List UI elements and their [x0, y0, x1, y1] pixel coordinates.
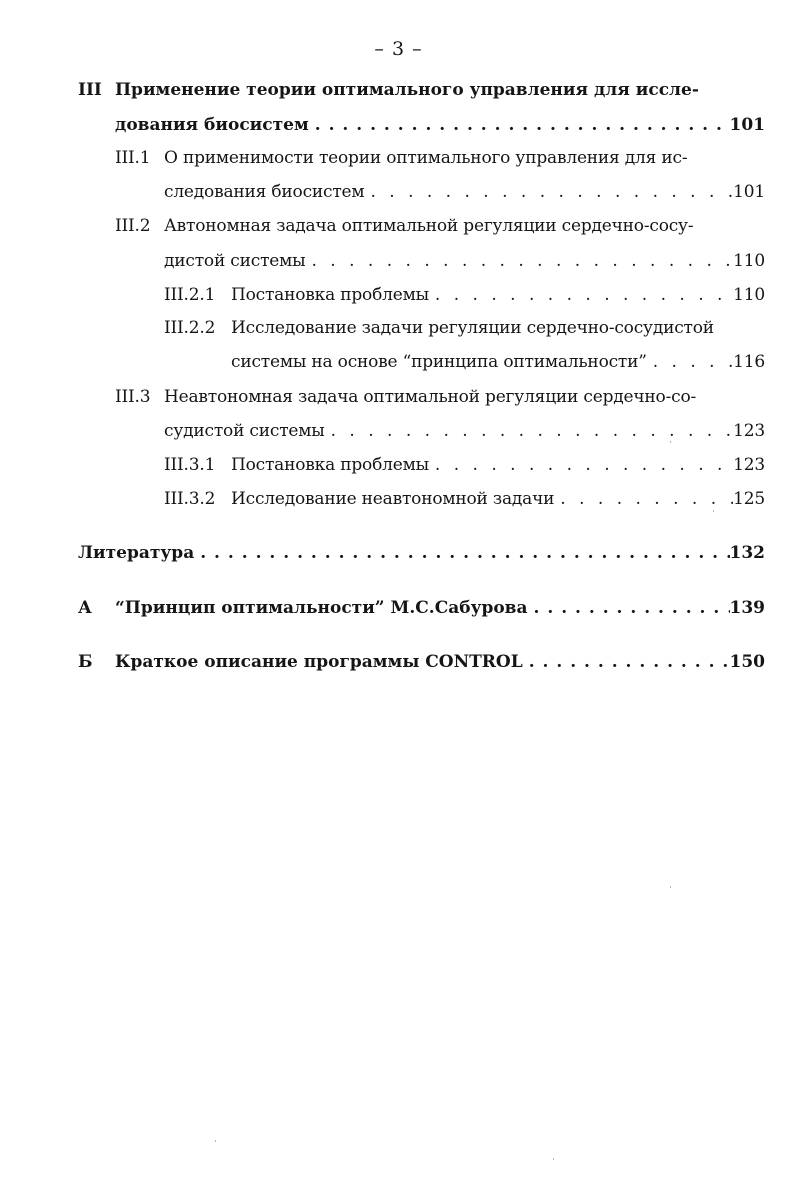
toc-subsection-number: III.2.2	[164, 318, 216, 338]
toc-page-number: 123	[733, 455, 765, 475]
toc-appendix-b[interactable]	[78, 649, 765, 675]
toc-subsection-title-line2: системы на основе “принципа оптимальности”	[231, 352, 647, 372]
toc-page-number: 101	[729, 115, 765, 135]
toc-section-number: III.3	[115, 387, 151, 407]
toc-subsection-number: III.3.2	[164, 489, 216, 509]
toc-subsection-III-2-1[interactable]	[164, 282, 765, 308]
leader-dots	[429, 282, 733, 308]
page-number: – 3 –	[374, 38, 423, 60]
toc-section-III-1-line1	[115, 145, 765, 171]
scan-speck	[670, 441, 671, 443]
toc-section-III-3-line2[interactable]	[164, 418, 765, 444]
toc-subsection-title: Постановка проблемы	[231, 285, 429, 305]
toc-page-number: 125	[733, 489, 765, 509]
scan-speck	[670, 886, 671, 888]
toc-section-title-line2: дистой системы	[164, 251, 306, 271]
toc-appendix-letter: Б	[78, 652, 93, 672]
toc-chapter-title-line1: Применение теории оптимального управления для иссле-	[115, 80, 699, 100]
toc-chapter-III-line2[interactable]	[115, 112, 765, 138]
toc-appendix-letter: А	[78, 598, 92, 618]
leader-dots	[194, 540, 729, 566]
toc-subsection-III-2-2-line2[interactable]	[231, 349, 765, 375]
toc-subsection-title: Постановка проблемы	[231, 455, 429, 475]
toc-subsection-III-2-2-line1	[164, 315, 765, 341]
toc-bibliography[interactable]	[78, 540, 765, 566]
scan-speck	[713, 510, 714, 512]
toc-section-III-2-line1	[115, 213, 765, 239]
toc-appendix-a[interactable]	[78, 595, 765, 621]
toc-subsection-title-line1: Исследование задачи регуляции сердечно-сосудистой	[231, 318, 714, 338]
toc-chapter-III-line1	[78, 77, 768, 103]
toc-page-number: 110	[733, 285, 765, 305]
toc-page-number: 116	[733, 352, 765, 372]
toc-page-number: 139	[729, 598, 765, 618]
leader-dots	[305, 248, 733, 274]
toc-subsection-number: III.2.1	[164, 285, 216, 305]
toc-section-title-line1: Неавтономная задача оптимальной регуляции сердечно-со-	[164, 387, 697, 407]
toc-section-title-line1: О применимости теории оптимального управления для ис-	[164, 148, 688, 168]
toc-subsection-title: Исследование неавтономной задачи	[231, 489, 555, 509]
leader-dots	[364, 179, 733, 205]
toc-subsection-III-3-2[interactable]	[164, 486, 765, 512]
toc-bibliography-title: Литература	[78, 543, 195, 563]
toc-section-III-3-line1	[115, 384, 765, 410]
toc-subsection-III-3-1[interactable]	[164, 452, 765, 478]
leader-dots	[523, 649, 730, 675]
toc-appendix-title: Краткое описание программы CONTROL	[115, 652, 523, 672]
leader-dots	[429, 452, 733, 478]
leader-dots	[554, 486, 733, 512]
scan-speck	[215, 1140, 216, 1142]
toc-page-number: 150	[729, 652, 765, 672]
toc-section-title-line2: судистой системы	[164, 421, 325, 441]
toc-page-number: 132	[729, 543, 765, 563]
leader-dots	[325, 418, 734, 444]
toc-chapter-title-line2: дования биосистем	[115, 115, 309, 135]
toc-page-number: 101	[733, 182, 765, 202]
toc-section-title-line2: следования биосистем	[164, 182, 365, 202]
toc-page-number: 123	[733, 421, 765, 441]
toc-page-number: 110	[733, 251, 765, 271]
toc-section-III-1-line2[interactable]	[164, 179, 765, 205]
toc-section-number: III.1	[115, 148, 151, 168]
scan-speck	[553, 1158, 554, 1160]
leader-dots	[309, 112, 730, 138]
toc-appendix-title: “Принцип оптимальности” М.С.Сабурова	[115, 598, 528, 618]
toc-subsection-number: III.3.1	[164, 455, 216, 475]
toc-chapter-number: III	[78, 80, 102, 100]
leader-dots	[528, 595, 730, 621]
toc-section-number: III.2	[115, 216, 151, 236]
leader-dots	[647, 349, 733, 375]
toc-section-title-line1: Автономная задача оптимальной регуляции сердечно-сосу-	[164, 216, 694, 236]
toc-section-III-2-line2[interactable]	[164, 248, 765, 274]
